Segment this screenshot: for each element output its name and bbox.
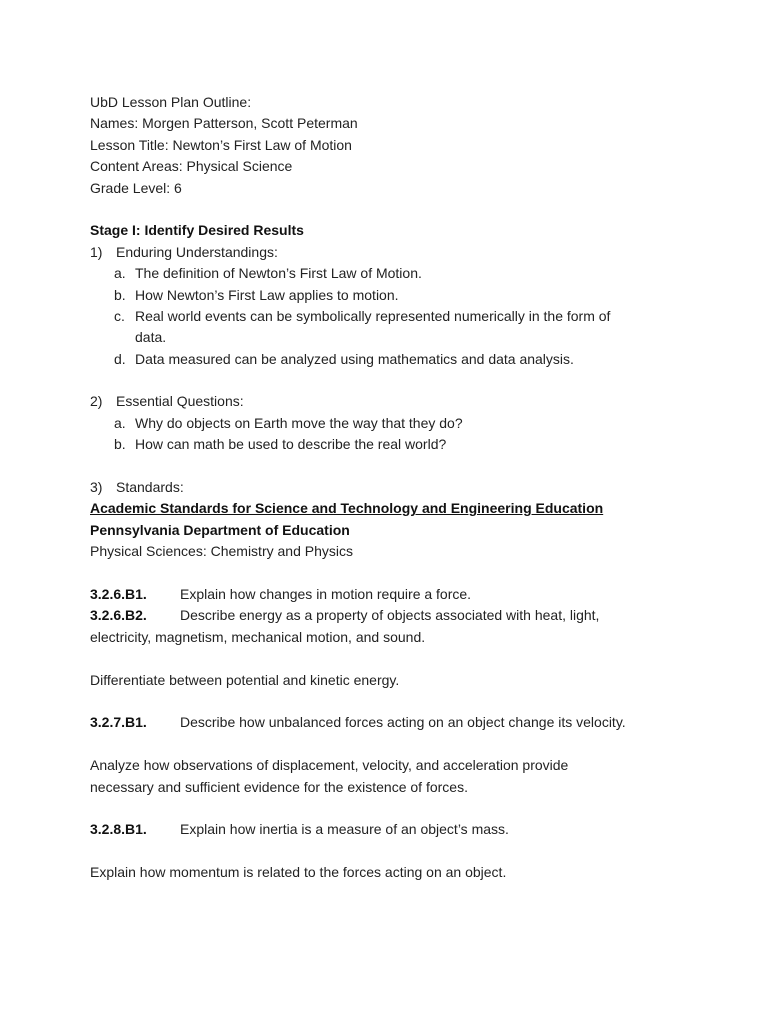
spacer: [90, 734, 690, 755]
spacer: [90, 691, 690, 712]
standard-paragraph: Differentiate between potential and kinetic energy.: [90, 671, 400, 688]
content-areas-line: Content Areas: Physical Science: [90, 158, 293, 175]
standard-paragraph-continuation: necessary and sufficient evidence for the existence of forces.: [90, 778, 468, 795]
list-item: [90, 434, 690, 455]
standard-text: Explain how changes in motion require a force.: [180, 585, 472, 602]
enduring-understandings-label: Enduring Understandings:: [116, 243, 278, 260]
spacer: [90, 648, 690, 669]
standard-text-continuation: electricity, magnetism, mechanical motion, and sound.: [90, 628, 426, 645]
enduring-understandings-item: [90, 242, 690, 263]
standard-text: Describe how unbalanced forces acting on an object change its velocity.: [180, 714, 626, 731]
standards-label: Standards:: [116, 479, 184, 496]
spacer: [90, 841, 690, 862]
standard-code: 3.2.7.B1.: [90, 714, 147, 731]
essential-questions-label: Essential Questions:: [116, 393, 244, 410]
essential-questions-item: [90, 391, 690, 412]
list-item-text: The definition of Newton’s First Law of Motion.: [135, 265, 422, 282]
spacer: [90, 563, 690, 584]
list-marker: b.: [114, 436, 126, 453]
standard-row: [90, 819, 690, 840]
list-marker: 3): [90, 479, 103, 496]
list-marker: 1): [90, 243, 103, 260]
grade-level-line: Grade Level: 6: [90, 179, 182, 196]
subject-line: Physical Sciences: Chemistry and Physics: [90, 543, 353, 560]
standard-row: [90, 605, 690, 626]
spacer: [90, 370, 690, 391]
spacer: [90, 798, 690, 819]
document-page: [90, 92, 690, 883]
list-item-continuation: data.: [135, 329, 167, 346]
spacer: [90, 456, 690, 477]
academic-standards-title: Academic Standards for Science and Technology and Engineering Education: [90, 500, 604, 517]
department-title: Pennsylvania Department of Education: [90, 521, 350, 538]
list-item-text: How Newton’s First Law applies to motion.: [135, 286, 399, 303]
standard-row: [90, 712, 690, 733]
list-item-text: Real world events can be symbolically represented numerically in the form of: [135, 307, 611, 324]
list-item-text: How can math be used to describe the real world?: [135, 436, 447, 453]
standard-paragraph: Analyze how observations of displacement, velocity, and acceleration provide: [90, 757, 569, 774]
standard-code: 3.2.6.B1.: [90, 585, 147, 602]
standard-code: 3.2.8.B1.: [90, 821, 147, 838]
names-line: Names: Morgen Patterson, Scott Peterman: [90, 115, 358, 132]
stage-one-heading: Stage I: Identify Desired Results: [90, 222, 304, 239]
list-item-text: Data measured can be analyzed using mathematics and data analysis.: [135, 350, 574, 367]
lesson-title-line: Lesson Title: Newton’s First Law of Motion: [90, 136, 352, 153]
list-marker: d.: [114, 350, 126, 367]
standards-item: [90, 477, 690, 498]
outline-heading: UbD Lesson Plan Outline:: [90, 94, 252, 110]
standard-row: [90, 584, 690, 605]
list-item: [90, 263, 690, 284]
spacer: [90, 199, 690, 220]
list-marker: a.: [114, 265, 126, 282]
standard-code: 3.2.6.B2.: [90, 607, 147, 624]
standard-text: Explain how inertia is a measure of an object’s mass.: [180, 821, 509, 838]
standard-paragraph: Explain how momentum is related to the forces acting on an object.: [90, 864, 507, 881]
list-item-text: Why do objects on Earth move the way that they do?: [135, 414, 463, 431]
list-marker: b.: [114, 286, 126, 303]
list-item: [90, 413, 690, 434]
list-marker: c.: [114, 307, 125, 324]
list-item: [90, 306, 690, 327]
standard-text: Describe energy as a property of objects associated with heat, light,: [180, 607, 600, 624]
list-marker: a.: [114, 414, 126, 431]
list-item: [90, 349, 690, 370]
list-marker: 2): [90, 393, 103, 410]
list-item: [90, 285, 690, 306]
